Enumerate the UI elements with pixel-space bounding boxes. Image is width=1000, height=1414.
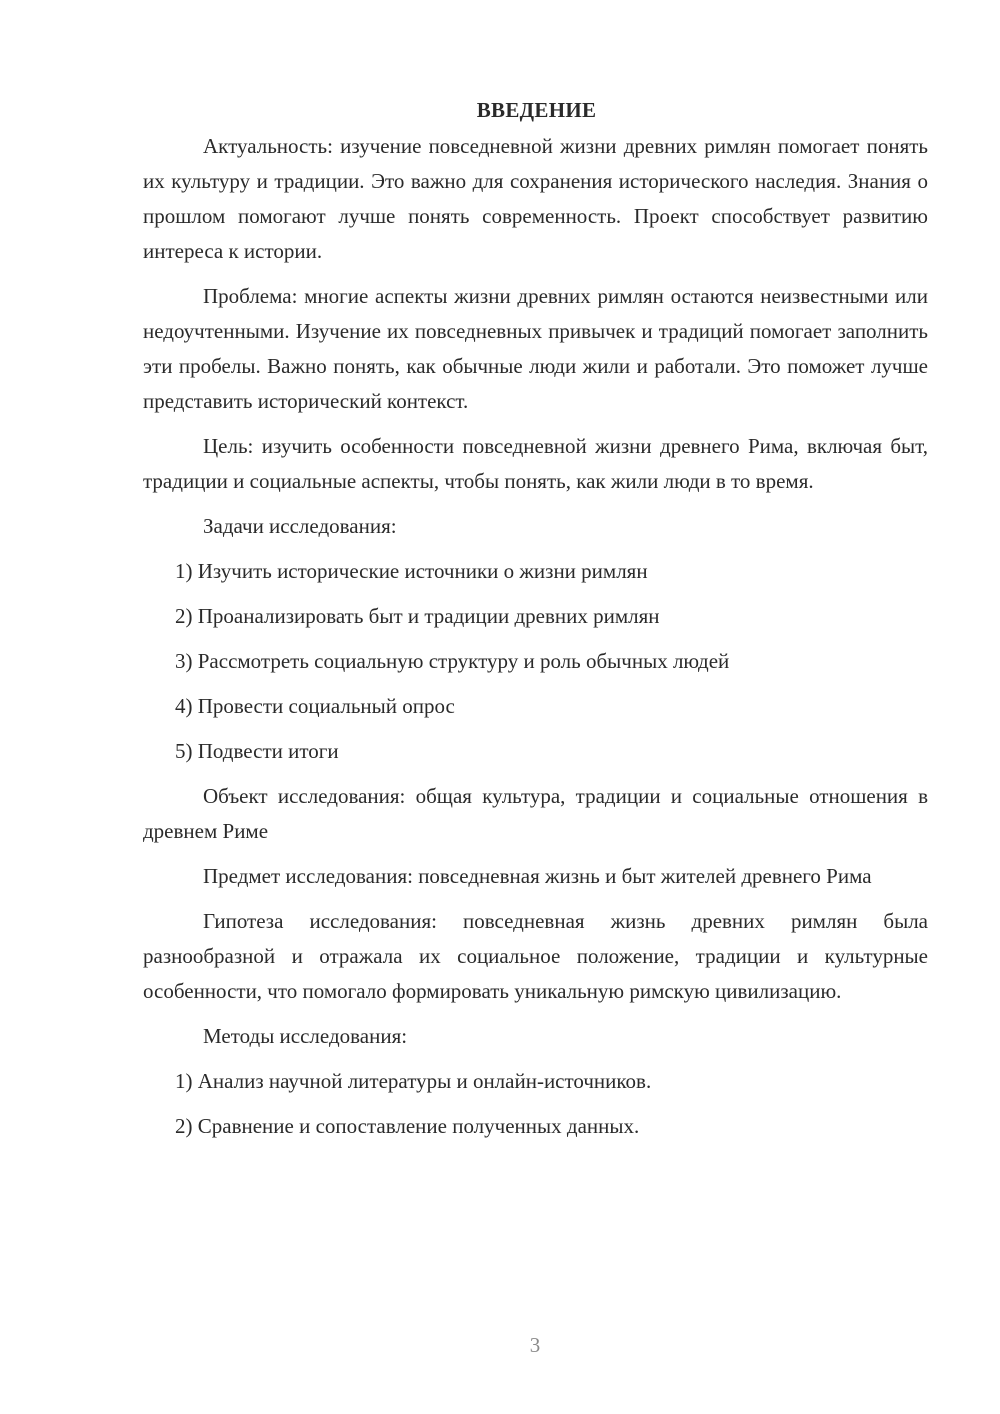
task-item: 1) Изучить исторические источники о жизни римлян <box>175 559 648 583</box>
goal-paragraph: Цель: изучить особенности повседневной жизни древнего Рима, включая быт, традиции и социальные аспекты, чтобы понять, как жили люди в то время. <box>143 434 928 493</box>
subject-paragraph: Предмет исследования: повседневная жизнь и быт жителей древнего Рима <box>203 864 872 888</box>
section-title: ВВЕДЕНИЕ <box>476 98 597 122</box>
method-item: 1) Анализ научной литературы и онлайн-источников. <box>175 1069 652 1093</box>
problem-paragraph: Проблема: многие аспекты жизни древних римлян остаются неизвестными или недоучтенными. Изучение их повседневных привычек и традиций помогает заполнить эти пробелы. Важно понять, как обычные люди жили и работали. Это поможет лучше представить исторический контекст. <box>143 284 928 413</box>
task-item: 5) Подвести итоги <box>175 739 339 763</box>
page-number: 3 <box>529 1333 541 1357</box>
relevance-paragraph: Актуальность: изучение повседневной жизни древних римлян помогает понять их культуру и традиции. Это важно для сохранения исторического наследия. Знания о прошлом помогают лучше понять современность. Проект способствует развитию интереса к истории. <box>143 134 928 263</box>
methods-heading: Методы исследования: <box>203 1024 408 1048</box>
document-page <box>143 93 928 1154</box>
task-item: 4) Провести социальный опрос <box>175 694 455 718</box>
task-item: 2) Проанализировать быт и традиции древних римлян <box>175 604 660 628</box>
object-paragraph: Объект исследования: общая культура, традиции и социальные отношения в древнем Риме <box>143 784 928 843</box>
task-item: 3) Рассмотреть социальную структуру и роль обычных людей <box>175 649 730 673</box>
method-item: 2) Сравнение и сопоставление полученных данных. <box>175 1114 640 1138</box>
hypothesis-paragraph: Гипотеза исследования: повседневная жизнь древних римлян была разнообразной и отражала их социальное положение, традиции и культурные особенности, что помогало формировать уникальную римскую цивилизацию. <box>143 909 928 1003</box>
tasks-heading: Задачи исследования: <box>203 514 397 538</box>
